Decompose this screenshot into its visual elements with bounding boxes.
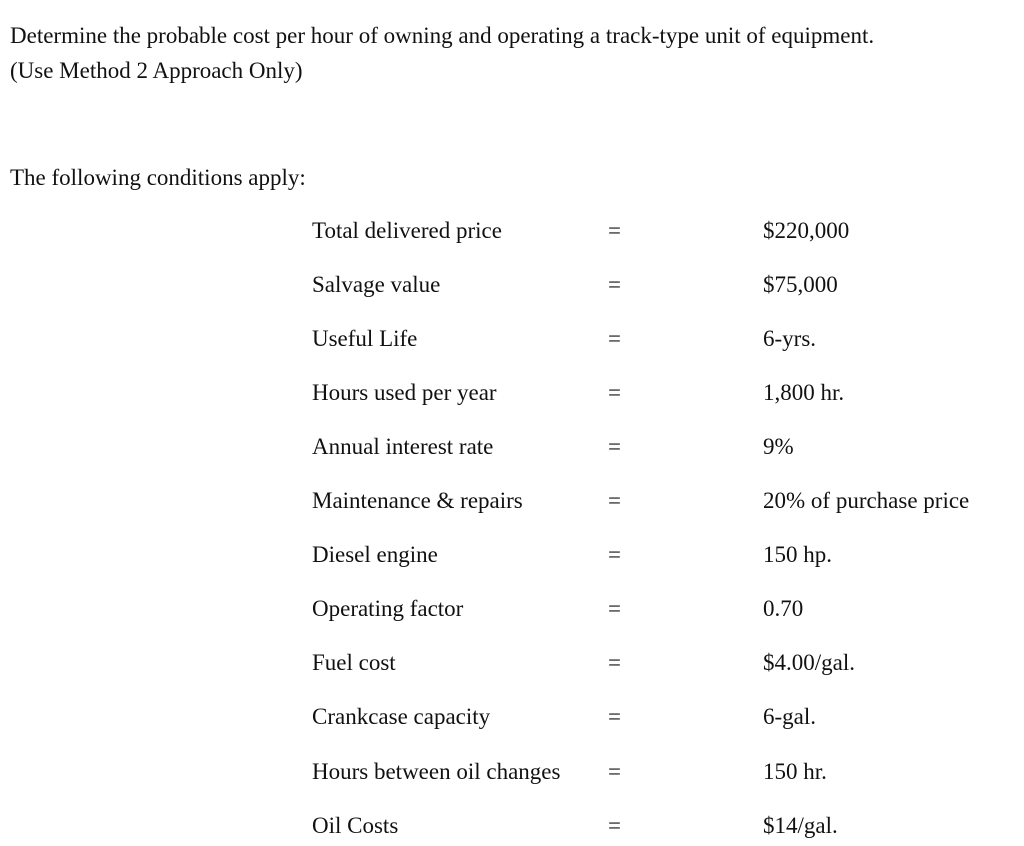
condition-label: Fuel cost — [312, 650, 396, 675]
condition-row-maintenance-repairs — [0, 481, 1024, 521]
equals-sign: = — [608, 488, 621, 513]
condition-value: $4.00/gal. — [763, 650, 855, 675]
condition-value: $220,000 — [763, 218, 850, 243]
equals-sign: = — [608, 596, 621, 621]
condition-label: Crankcase capacity — [312, 704, 491, 729]
condition-row-oil-costs — [0, 806, 1024, 846]
equals-sign: = — [608, 704, 621, 729]
condition-row-useful-life — [0, 319, 1024, 359]
condition-label: Hours between oil changes — [312, 759, 561, 784]
equals-sign: = — [608, 759, 621, 784]
condition-value: 6-gal. — [763, 704, 817, 729]
condition-value: 6-yrs. — [763, 326, 817, 351]
condition-label: Useful Life — [312, 326, 418, 351]
equals-sign: = — [608, 813, 621, 838]
condition-row-hours-used-per-year — [0, 373, 1024, 413]
conditions-intro: The following conditions apply: — [10, 165, 306, 190]
equals-sign: = — [608, 542, 621, 567]
problem-line-1: Determine the probable cost per hour of owning and operating a track-type unit of equipment. — [10, 23, 875, 48]
condition-value: 9% — [763, 434, 794, 459]
equals-sign: = — [608, 434, 621, 459]
condition-label: Operating factor — [312, 596, 464, 621]
condition-row-hours-between-oil-changes — [0, 752, 1024, 792]
condition-label: Oil Costs — [312, 813, 399, 838]
condition-value: 0.70 — [763, 596, 804, 621]
equals-sign: = — [608, 272, 621, 297]
condition-row-salvage-value — [0, 265, 1024, 305]
equals-sign: = — [608, 650, 621, 675]
condition-label: Salvage value — [312, 272, 441, 297]
condition-value: 150 hp. — [763, 542, 832, 567]
condition-value: 150 hr. — [763, 759, 827, 784]
condition-row-fuel-cost — [0, 643, 1024, 683]
problem-line-2: (Use Method 2 Approach Only) — [10, 58, 303, 83]
condition-label: Maintenance & repairs — [312, 488, 523, 513]
condition-row-diesel-engine — [0, 535, 1024, 575]
condition-label: Annual interest rate — [312, 434, 494, 459]
equals-sign: = — [608, 326, 621, 351]
condition-row-annual-interest-rate — [0, 427, 1024, 467]
condition-row-total-delivered-price — [0, 211, 1024, 251]
condition-value: $14/gal. — [763, 813, 838, 838]
equals-sign: = — [608, 218, 621, 243]
condition-value: $75,000 — [763, 272, 838, 297]
condition-value: 20% of purchase price — [763, 488, 970, 513]
equals-sign: = — [608, 380, 621, 405]
condition-row-operating-factor — [0, 589, 1024, 629]
condition-label: Diesel engine — [312, 542, 438, 567]
condition-label: Total delivered price — [312, 218, 502, 243]
condition-label: Hours used per year — [312, 380, 497, 405]
condition-row-crankcase-capacity — [0, 697, 1024, 737]
condition-value: 1,800 hr. — [763, 380, 845, 405]
